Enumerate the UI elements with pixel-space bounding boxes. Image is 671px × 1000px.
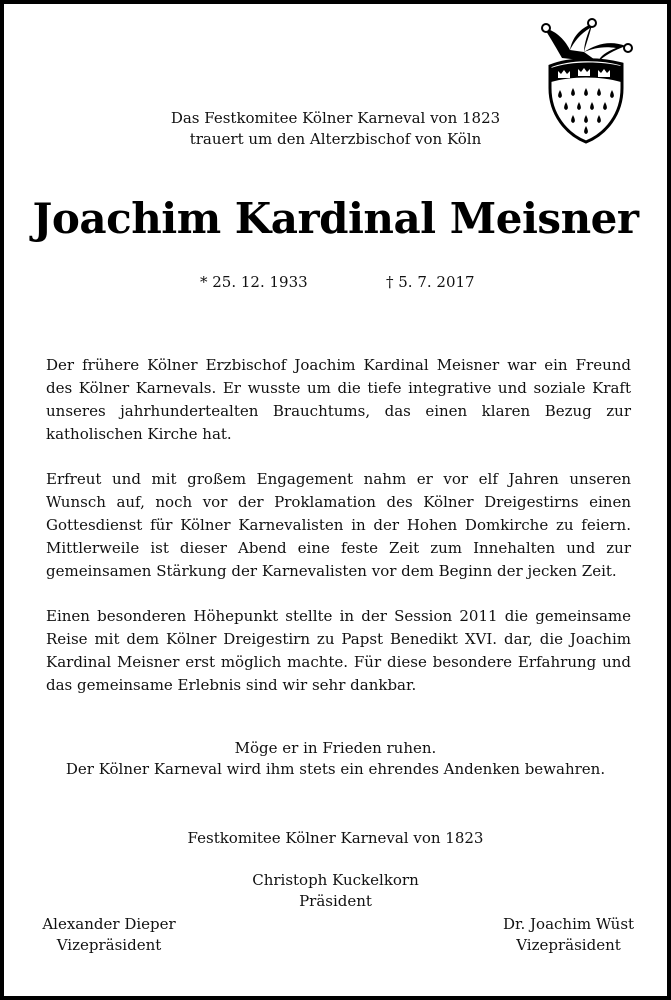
intro-text — [4, 108, 667, 150]
signatory-title: Präsident — [299, 892, 372, 910]
death-date: † 5. 7. 2017 — [386, 273, 475, 291]
signatory-name: Christoph Kuckelkorn — [252, 871, 419, 889]
signatory-name: Dr. Joachim Wüst — [502, 915, 635, 933]
closing-line-memory: Der Kölner Karneval wird ihm stets ein ehrendes Andenken bewahren. — [65, 760, 606, 778]
paragraph: Einen besonderen Höhepunkt stellte in der Session 2011 die gemeinsame Reise mit dem Kölner Dreigestirn zu Papst Benedikt XVI. dar, die Joachim Kardinal Meisner erst möglich machte. Für diese besondere Erfahrung und das gemeinsame Erlebnis sind wir sehr dankbar. — [46, 607, 631, 694]
intro-line-mourning: trauert um den Alterzbischof von Köln — [189, 130, 482, 148]
signature-vice-president-left — [34, 914, 184, 956]
signatory-title: Vizepräsident — [516, 936, 621, 954]
signatory-name: Alexander Dieper — [42, 915, 176, 933]
paragraph: Der frühere Kölner Erzbischof Joachim Kardinal Meisner war ein Freund des Kölner Karnevals. Er wusste um die tiefe integrative und soziale Kraft unseres jahrhundertealten Brauchtums, das einen klaren Bezug zur katholischen Kirche hat. — [46, 356, 631, 443]
body-text — [46, 354, 631, 719]
signature-president — [4, 870, 667, 912]
signature-vice-president-right — [486, 914, 651, 956]
signatory-title: Vizepräsident — [56, 936, 162, 954]
signing-organization: Festkomitee Kölner Karneval von 1823 — [187, 829, 484, 847]
birth-date: * 25. 12. 1933 — [200, 273, 308, 291]
closing-text — [4, 738, 667, 780]
deceased-name: Joachim Kardinal Meisner — [32, 194, 639, 243]
closing-line-rest: Möge er in Frieden ruhen. — [234, 739, 437, 757]
intro-line-organization: Das Festkomitee Kölner Karneval von 1823 — [170, 109, 501, 127]
paragraph: Erfreut und mit großem Engagement nahm er vor elf Jahren unseren Wunsch auf, noch vor der Proklamation des Kölner Dreigestirns einen Gottesdienst für Kölner Karnevalisten in der Hohen Domkirche zu feiern. Mittlerweile ist dieser Abend eine feste Zeit zum Innehalten und zur gemeinsamen Stärkung der Karnevalisten vor dem Beginn der jecken Zeit. — [46, 470, 631, 580]
